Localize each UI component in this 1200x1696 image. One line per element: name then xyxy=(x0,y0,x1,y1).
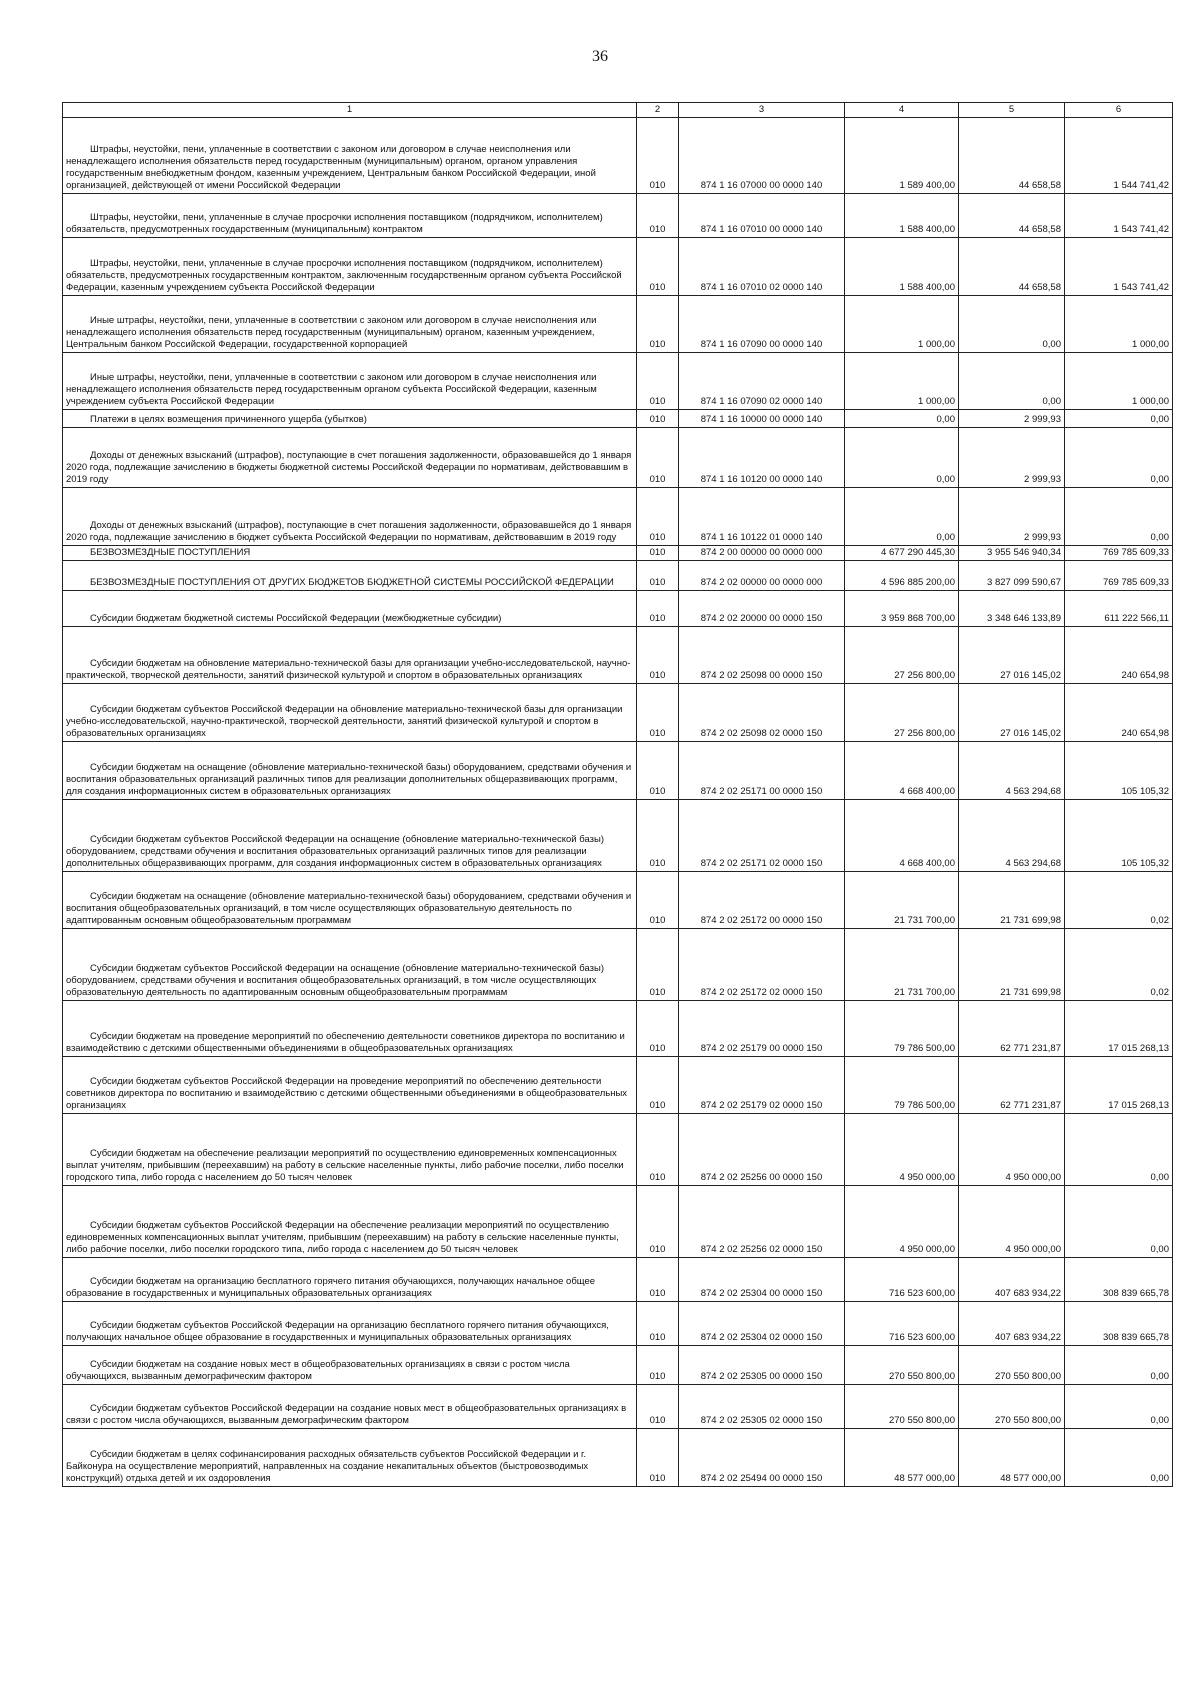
row-name-text: Субсидии бюджетам на оснащение (обновление материально-технической базы) оборудованием, средствами обучения и воспитания образовательных организаций различных типов для реализации дополнительных общеразвивающих программ, для создания информационных систем в образовательных организациях xyxy=(66,762,632,797)
row-unexecuted-cell: 0,00 xyxy=(1065,488,1173,546)
row-approved-cell: 1 588 400,00 xyxy=(845,238,959,296)
row-name-cell xyxy=(63,591,637,627)
row-unexecuted-cell: 1 544 741,42 xyxy=(1065,118,1173,194)
row-budget-code-cell: 874 2 02 25305 02 0000 150 xyxy=(679,1385,845,1429)
row-unexecuted-cell: 1 543 741,42 xyxy=(1065,238,1173,296)
column-header-2: 2 xyxy=(637,103,679,118)
row-name-text: Субсидии бюджетам субъектов Российской Федерации на проведение мероприятий по обеспечению деятельности советников директора по воспитанию и взаимодействию с детскими общественными объединениями в общеобразовательных организациях xyxy=(66,1076,628,1111)
row-name-cell xyxy=(63,800,637,872)
row-code-cell: 010 xyxy=(637,929,679,1001)
row-code-cell: 010 xyxy=(637,1001,679,1057)
row-unexecuted-cell: 240 654,98 xyxy=(1065,684,1173,742)
row-approved-cell: 716 523 600,00 xyxy=(845,1258,959,1302)
row-approved-cell: 270 550 800,00 xyxy=(845,1346,959,1385)
row-code-cell: 010 xyxy=(637,1258,679,1302)
row-budget-code-cell: 874 2 02 00000 00 0000 000 xyxy=(679,561,845,591)
row-unexecuted-cell: 0,00 xyxy=(1065,1114,1173,1186)
row-unexecuted-cell: 0,02 xyxy=(1065,872,1173,929)
row-name-text: Субсидии бюджетам субъектов Российской Федерации на обеспечение реализации мероприятий по осуществлению единовременных компенсационных выплат учителям, прибывшим (переехавшим) на работу в сельские населенные пункты, либо рабочие поселки, либо поселки городского типа, либо города с населением до 50 тысяч человек xyxy=(66,1220,619,1255)
table-row xyxy=(63,428,1173,488)
row-code-cell: 010 xyxy=(637,1429,679,1487)
row-unexecuted-cell: 308 839 665,78 xyxy=(1065,1258,1173,1302)
row-name-text: Платежи в целях возмещения причиненного ущерба (убытков) xyxy=(90,414,367,425)
table-row xyxy=(63,1186,1173,1258)
row-code-cell: 010 xyxy=(637,194,679,238)
row-name-text: Доходы от денежных взысканий (штрафов), поступающие в счет погашения задолженности, образовавшейся до 1 января 2020 года, подлежащие зачислению в бюджет субъекта Российской Федерации по нормативам, действовавшим в 2019 году xyxy=(66,520,632,543)
row-budget-code-cell: 874 2 02 20000 00 0000 150 xyxy=(679,591,845,627)
table-row xyxy=(63,929,1173,1001)
row-executed-cell: 0,00 xyxy=(959,353,1065,410)
row-name-cell xyxy=(63,1385,637,1429)
row-budget-code-cell: 874 2 02 25172 02 0000 150 xyxy=(679,929,845,1001)
row-budget-code-cell: 874 2 02 25098 00 0000 150 xyxy=(679,627,845,684)
row-unexecuted-cell: 0,00 xyxy=(1065,1186,1173,1258)
row-name-cell xyxy=(63,194,637,238)
row-budget-code-cell: 874 2 02 25304 02 0000 150 xyxy=(679,1302,845,1346)
row-unexecuted-cell: 1 000,00 xyxy=(1065,353,1173,410)
row-budget-code-cell: 874 2 02 25179 02 0000 150 xyxy=(679,1057,845,1114)
row-code-cell: 010 xyxy=(637,1114,679,1186)
table-row xyxy=(63,353,1173,410)
table-row xyxy=(63,118,1173,194)
row-unexecuted-cell: 0,00 xyxy=(1065,1385,1173,1429)
row-name-cell xyxy=(63,1057,637,1114)
row-budget-code-cell: 874 1 16 10000 00 0000 140 xyxy=(679,410,845,428)
row-executed-cell: 44 658,58 xyxy=(959,194,1065,238)
row-budget-code-cell: 874 2 02 25172 00 0000 150 xyxy=(679,872,845,929)
row-executed-cell: 2 999,93 xyxy=(959,428,1065,488)
row-approved-cell: 0,00 xyxy=(845,410,959,428)
table-row xyxy=(63,561,1173,591)
row-executed-cell: 3 348 646 133,89 xyxy=(959,591,1065,627)
row-executed-cell: 270 550 800,00 xyxy=(959,1346,1065,1385)
row-budget-code-cell: 874 1 16 07090 02 0000 140 xyxy=(679,353,845,410)
row-executed-cell: 3 955 546 940,34 xyxy=(959,546,1065,561)
row-name-cell xyxy=(63,353,637,410)
row-name-cell xyxy=(63,428,637,488)
row-budget-code-cell: 874 1 16 07010 02 0000 140 xyxy=(679,238,845,296)
row-unexecuted-cell: 240 654,98 xyxy=(1065,627,1173,684)
row-unexecuted-cell: 105 105,32 xyxy=(1065,800,1173,872)
table-body xyxy=(63,118,1173,1487)
row-name-cell xyxy=(63,1346,637,1385)
table-row xyxy=(63,872,1173,929)
row-approved-cell: 27 256 800,00 xyxy=(845,627,959,684)
row-name-text: Штрафы, неустойки, пени, уплаченные в случае просрочки исполнения поставщиком (подрядчиком, исполнителем) обязательств, предусмотренных государственным контрактом, заключенным государственным органом субъекта Российской Федерации, казенным учреждением субъекта Российской Федерации xyxy=(66,258,622,293)
row-code-cell: 010 xyxy=(637,296,679,353)
row-name-text: Иные штрафы, неустойки, пени, уплаченные в соответствии с законом или договором в случае неисполнения или ненадлежащего исполнения обязательств перед государственным органом субъекта Российской Федерации, казенным учреждением субъекта Российской Федерации xyxy=(66,372,597,407)
row-name-cell xyxy=(63,238,637,296)
row-name-cell xyxy=(63,1258,637,1302)
column-header-5: 5 xyxy=(959,103,1065,118)
row-code-cell: 010 xyxy=(637,1346,679,1385)
table-row xyxy=(63,627,1173,684)
row-name-text: Субсидии бюджетам на обновление материально-технической базы для организации учебно-исследовательской, научно-практической, творческой деятельности, занятий физической культурой и спортом в образовательных организациях xyxy=(66,658,631,681)
row-executed-cell: 62 771 231,87 xyxy=(959,1057,1065,1114)
table-row xyxy=(63,684,1173,742)
row-approved-cell: 1 589 400,00 xyxy=(845,118,959,194)
row-approved-cell: 1 000,00 xyxy=(845,353,959,410)
row-approved-cell: 1 588 400,00 xyxy=(845,194,959,238)
row-approved-cell: 48 577 000,00 xyxy=(845,1429,959,1487)
row-name-cell xyxy=(63,118,637,194)
row-code-cell: 010 xyxy=(637,118,679,194)
row-code-cell: 010 xyxy=(637,1057,679,1114)
row-name-text: Субсидии бюджетам на обеспечение реализации мероприятий по осуществлению единовременных компенсационных выплат учителям, прибывшим (переехавшим) на работу в сельские населенные пункты, либо рабочие поселки, либо поселки городского типа, либо города с населением до 50 тысяч человек xyxy=(66,1148,624,1183)
row-name-cell xyxy=(63,561,637,591)
row-name-cell xyxy=(63,410,637,428)
row-executed-cell: 270 550 800,00 xyxy=(959,1385,1065,1429)
table-row xyxy=(63,296,1173,353)
row-unexecuted-cell: 611 222 566,11 xyxy=(1065,591,1173,627)
row-name-cell xyxy=(63,872,637,929)
row-code-cell: 010 xyxy=(637,1385,679,1429)
row-code-cell: 010 xyxy=(637,800,679,872)
table-row xyxy=(63,1346,1173,1385)
row-name-text: Субсидии бюджетам субъектов Российской Федерации на организацию бесплатного горячего питания обучающихся, получающих начальное общее образование в государственных и муниципальных образовательных организациях xyxy=(66,1320,609,1343)
row-budget-code-cell: 874 2 00 00000 00 0000 000 xyxy=(679,546,845,561)
row-code-cell: 010 xyxy=(637,872,679,929)
row-executed-cell: 44 658,58 xyxy=(959,238,1065,296)
row-approved-cell: 3 959 868 700,00 xyxy=(845,591,959,627)
row-executed-cell: 21 731 699,98 xyxy=(959,929,1065,1001)
row-approved-cell: 4 677 290 445,30 xyxy=(845,546,959,561)
row-name-cell xyxy=(63,627,637,684)
row-approved-cell: 21 731 700,00 xyxy=(845,929,959,1001)
table-row xyxy=(63,546,1173,561)
row-budget-code-cell: 874 2 02 25494 00 0000 150 xyxy=(679,1429,845,1487)
table-row xyxy=(63,1001,1173,1057)
row-name-cell xyxy=(63,929,637,1001)
row-name-text: Субсидии бюджетам субъектов Российской Федерации на оснащение (обновление материально-технической базы) оборудованием, средствами обучения и воспитания образовательных организаций различных типов для реализации дополнительных общеразвивающих программ, для создания информационных систем в образовательных организациях xyxy=(66,834,604,869)
row-approved-cell: 270 550 800,00 xyxy=(845,1385,959,1429)
row-name-text: БЕЗВОЗМЕЗДНЫЕ ПОСТУПЛЕНИЯ ОТ ДРУГИХ БЮДЖЕТОВ БЮДЖЕТНОЙ СИСТЕМЫ РОССИЙСКОЙ ФЕДЕРАЦИИ xyxy=(90,577,614,588)
row-name-text: Штрафы, неустойки, пени, уплаченные в случае просрочки исполнения поставщиком (подрядчиком, исполнителем) обязательств, предусмотренных государственным (муниципальным) контрактом xyxy=(66,212,603,235)
row-name-cell xyxy=(63,1114,637,1186)
row-executed-cell: 407 683 934,22 xyxy=(959,1302,1065,1346)
table-row xyxy=(63,1302,1173,1346)
row-executed-cell: 27 016 145,02 xyxy=(959,627,1065,684)
row-executed-cell: 3 827 099 590,67 xyxy=(959,561,1065,591)
row-approved-cell: 4 596 885 200,00 xyxy=(845,561,959,591)
table-row xyxy=(63,410,1173,428)
row-unexecuted-cell: 0,00 xyxy=(1065,1429,1173,1487)
table-row xyxy=(63,1057,1173,1114)
row-name-text: Штрафы, неустойки, пени, уплаченные в соответствии с законом или договором в случае неисполнения или ненадлежащего исполнения обязательств перед государственным (муниципальным) органом, органом управления государственным внебюджетным фондом, казенным учреждением, Центральным банком Российской Федерации, иной организацией, действующей от имени Российской Федерации xyxy=(66,144,596,191)
row-unexecuted-cell: 17 015 268,13 xyxy=(1065,1001,1173,1057)
row-name-text: Субсидии бюджетам субъектов Российской Федерации на оснащение (обновление материально-технической базы) оборудованием, средствами обучения и воспитания общеобразовательных организаций, в том числе осуществляющих образовательную деятельность по адаптированным основным общеобразовательным программам xyxy=(66,963,604,998)
row-unexecuted-cell: 105 105,32 xyxy=(1065,742,1173,800)
row-executed-cell: 62 771 231,87 xyxy=(959,1001,1065,1057)
row-budget-code-cell: 874 2 02 25179 00 0000 150 xyxy=(679,1001,845,1057)
row-executed-cell: 44 658,58 xyxy=(959,118,1065,194)
row-name-cell xyxy=(63,684,637,742)
row-unexecuted-cell: 308 839 665,78 xyxy=(1065,1302,1173,1346)
row-name-cell xyxy=(63,1429,637,1487)
row-budget-code-cell: 874 2 02 25171 00 0000 150 xyxy=(679,742,845,800)
column-header-6: 6 xyxy=(1065,103,1173,118)
row-code-cell: 010 xyxy=(637,591,679,627)
row-executed-cell: 2 999,93 xyxy=(959,410,1065,428)
table-row xyxy=(63,1114,1173,1186)
column-header-4: 4 xyxy=(845,103,959,118)
column-header-3: 3 xyxy=(679,103,845,118)
row-name-text: Доходы от денежных взысканий (штрафов), поступающие в счет погашения задолженности, образовавшейся до 1 января 2020 года, подлежащие зачислению в бюджеты бюджетной системы Российской Федерации по нормативам, действовавшим в 2019 году xyxy=(66,450,632,485)
row-code-cell: 010 xyxy=(637,1186,679,1258)
row-budget-code-cell: 874 1 16 10120 00 0000 140 xyxy=(679,428,845,488)
row-unexecuted-cell: 1 000,00 xyxy=(1065,296,1173,353)
row-name-cell xyxy=(63,1001,637,1057)
table-row xyxy=(63,800,1173,872)
row-unexecuted-cell: 0,00 xyxy=(1065,1346,1173,1385)
row-name-cell xyxy=(63,546,637,561)
page-number: 36 xyxy=(592,48,608,65)
row-approved-cell: 79 786 500,00 xyxy=(845,1001,959,1057)
table-row xyxy=(63,1258,1173,1302)
row-name-cell xyxy=(63,296,637,353)
row-budget-code-cell: 874 1 16 07090 00 0000 140 xyxy=(679,296,845,353)
row-approved-cell: 21 731 700,00 xyxy=(845,872,959,929)
table-header-row xyxy=(63,103,1173,118)
row-name-text: Иные штрафы, неустойки, пени, уплаченные в соответствии с законом или договором в случае неисполнения или ненадлежащего исполнения обязательств перед государственным (муниципальным) органом, казенным учреждением, Центральным банком Российской Федерации, государственной корпорацией xyxy=(66,315,597,350)
row-budget-code-cell: 874 2 02 25305 00 0000 150 xyxy=(679,1346,845,1385)
table-row xyxy=(63,1429,1173,1487)
row-unexecuted-cell: 1 543 741,42 xyxy=(1065,194,1173,238)
table-row xyxy=(63,194,1173,238)
row-code-cell: 010 xyxy=(637,546,679,561)
row-code-cell: 010 xyxy=(637,684,679,742)
row-name-text: Субсидии бюджетам на организацию бесплатного горячего питания обучающихся, получающих начальное общее образование в государственных и муниципальных образовательных организациях xyxy=(66,1276,596,1299)
row-executed-cell: 21 731 699,98 xyxy=(959,872,1065,929)
row-code-cell: 010 xyxy=(637,1302,679,1346)
row-executed-cell: 4 950 000,00 xyxy=(959,1186,1065,1258)
row-name-cell xyxy=(63,1186,637,1258)
table-row xyxy=(63,742,1173,800)
row-budget-code-cell: 874 2 02 25256 02 0000 150 xyxy=(679,1186,845,1258)
row-name-cell xyxy=(63,488,637,546)
row-name-text: Субсидии бюджетам субъектов Российской Федерации на обновление материально-технической базы для организации учебно-исследовательской, научно-практической, творческой деятельности, занятий физической культурой и спортом в образовательных организациях xyxy=(66,704,623,739)
row-name-cell xyxy=(63,1302,637,1346)
row-unexecuted-cell: 17 015 268,13 xyxy=(1065,1057,1173,1114)
row-name-text: Субсидии бюджетам субъектов Российской Федерации на создание новых мест в общеобразовательных организациях в связи с ростом числа обучающихся, вызванным демографическим фактором xyxy=(66,1403,627,1426)
row-code-cell: 010 xyxy=(637,238,679,296)
column-header-1: 1 xyxy=(63,103,637,118)
row-executed-cell: 2 999,93 xyxy=(959,488,1065,546)
row-budget-code-cell: 874 2 02 25171 02 0000 150 xyxy=(679,800,845,872)
row-name-text: Субсидии бюджетам в целях софинансирования расходных обязательств субъектов Российской Федерации и г. Байконура на осуществление мероприятий, направленных на создание некапитальных объектов (быстровозводимых конструкций) отдыха детей и их оздоровления xyxy=(66,1449,589,1484)
row-approved-cell: 79 786 500,00 xyxy=(845,1057,959,1114)
row-unexecuted-cell: 0,02 xyxy=(1065,929,1173,1001)
row-unexecuted-cell: 0,00 xyxy=(1065,428,1173,488)
row-executed-cell: 48 577 000,00 xyxy=(959,1429,1065,1487)
budget-table xyxy=(62,102,1173,1487)
row-code-cell: 010 xyxy=(637,353,679,410)
row-unexecuted-cell: 0,00 xyxy=(1065,410,1173,428)
row-budget-code-cell: 874 1 16 07010 00 0000 140 xyxy=(679,194,845,238)
row-name-cell xyxy=(63,742,637,800)
row-name-text: Субсидии бюджетам на проведение мероприятий по обеспечению деятельности советников директора по воспитанию и взаимодействию с детскими общественными объединениями в общеобразовательных организациях xyxy=(66,1031,625,1054)
row-approved-cell: 4 668 400,00 xyxy=(845,800,959,872)
row-code-cell: 010 xyxy=(637,742,679,800)
table-row xyxy=(63,238,1173,296)
row-code-cell: 010 xyxy=(637,627,679,684)
row-budget-code-cell: 874 1 16 07000 00 0000 140 xyxy=(679,118,845,194)
row-approved-cell: 0,00 xyxy=(845,428,959,488)
row-approved-cell: 4 950 000,00 xyxy=(845,1114,959,1186)
row-name-text: БЕЗВОЗМЕЗДНЫЕ ПОСТУПЛЕНИЯ xyxy=(90,547,251,558)
row-unexecuted-cell: 769 785 609,33 xyxy=(1065,546,1173,561)
row-executed-cell: 0,00 xyxy=(959,296,1065,353)
row-approved-cell: 4 950 000,00 xyxy=(845,1186,959,1258)
row-code-cell: 010 xyxy=(637,428,679,488)
row-executed-cell: 4 950 000,00 xyxy=(959,1114,1065,1186)
row-name-text: Субсидии бюджетам на оснащение (обновление материально-технической базы) оборудованием, средствами обучения и воспитания общеобразовательных организаций, в том числе осуществляющих образовательную деятельность по адаптированным основным общеобразовательным программам xyxy=(66,891,632,926)
row-budget-code-cell: 874 2 02 25098 02 0000 150 xyxy=(679,684,845,742)
row-approved-cell: 1 000,00 xyxy=(845,296,959,353)
row-executed-cell: 27 016 145,02 xyxy=(959,684,1065,742)
row-approved-cell: 716 523 600,00 xyxy=(845,1302,959,1346)
row-budget-code-cell: 874 1 16 10122 01 0000 140 xyxy=(679,488,845,546)
row-budget-code-cell: 874 2 02 25304 00 0000 150 xyxy=(679,1258,845,1302)
table-row xyxy=(63,488,1173,546)
row-code-cell: 010 xyxy=(637,410,679,428)
row-executed-cell: 407 683 934,22 xyxy=(959,1258,1065,1302)
row-executed-cell: 4 563 294,68 xyxy=(959,742,1065,800)
row-executed-cell: 4 563 294,68 xyxy=(959,800,1065,872)
row-approved-cell: 0,00 xyxy=(845,488,959,546)
row-approved-cell: 4 668 400,00 xyxy=(845,742,959,800)
row-name-text: Субсидии бюджетам бюджетной системы Российской Федерации (межбюджетные субсидии) xyxy=(90,613,502,624)
row-code-cell: 010 xyxy=(637,488,679,546)
row-budget-code-cell: 874 2 02 25256 00 0000 150 xyxy=(679,1114,845,1186)
row-name-text: Субсидии бюджетам на создание новых мест в общеобразовательных организациях в связи с ростом числа обучающихся, вызванным демографическим фактором xyxy=(66,1359,570,1382)
table-row xyxy=(63,1385,1173,1429)
row-unexecuted-cell: 769 785 609,33 xyxy=(1065,561,1173,591)
table-row xyxy=(63,591,1173,627)
row-approved-cell: 27 256 800,00 xyxy=(845,684,959,742)
row-code-cell: 010 xyxy=(637,561,679,591)
